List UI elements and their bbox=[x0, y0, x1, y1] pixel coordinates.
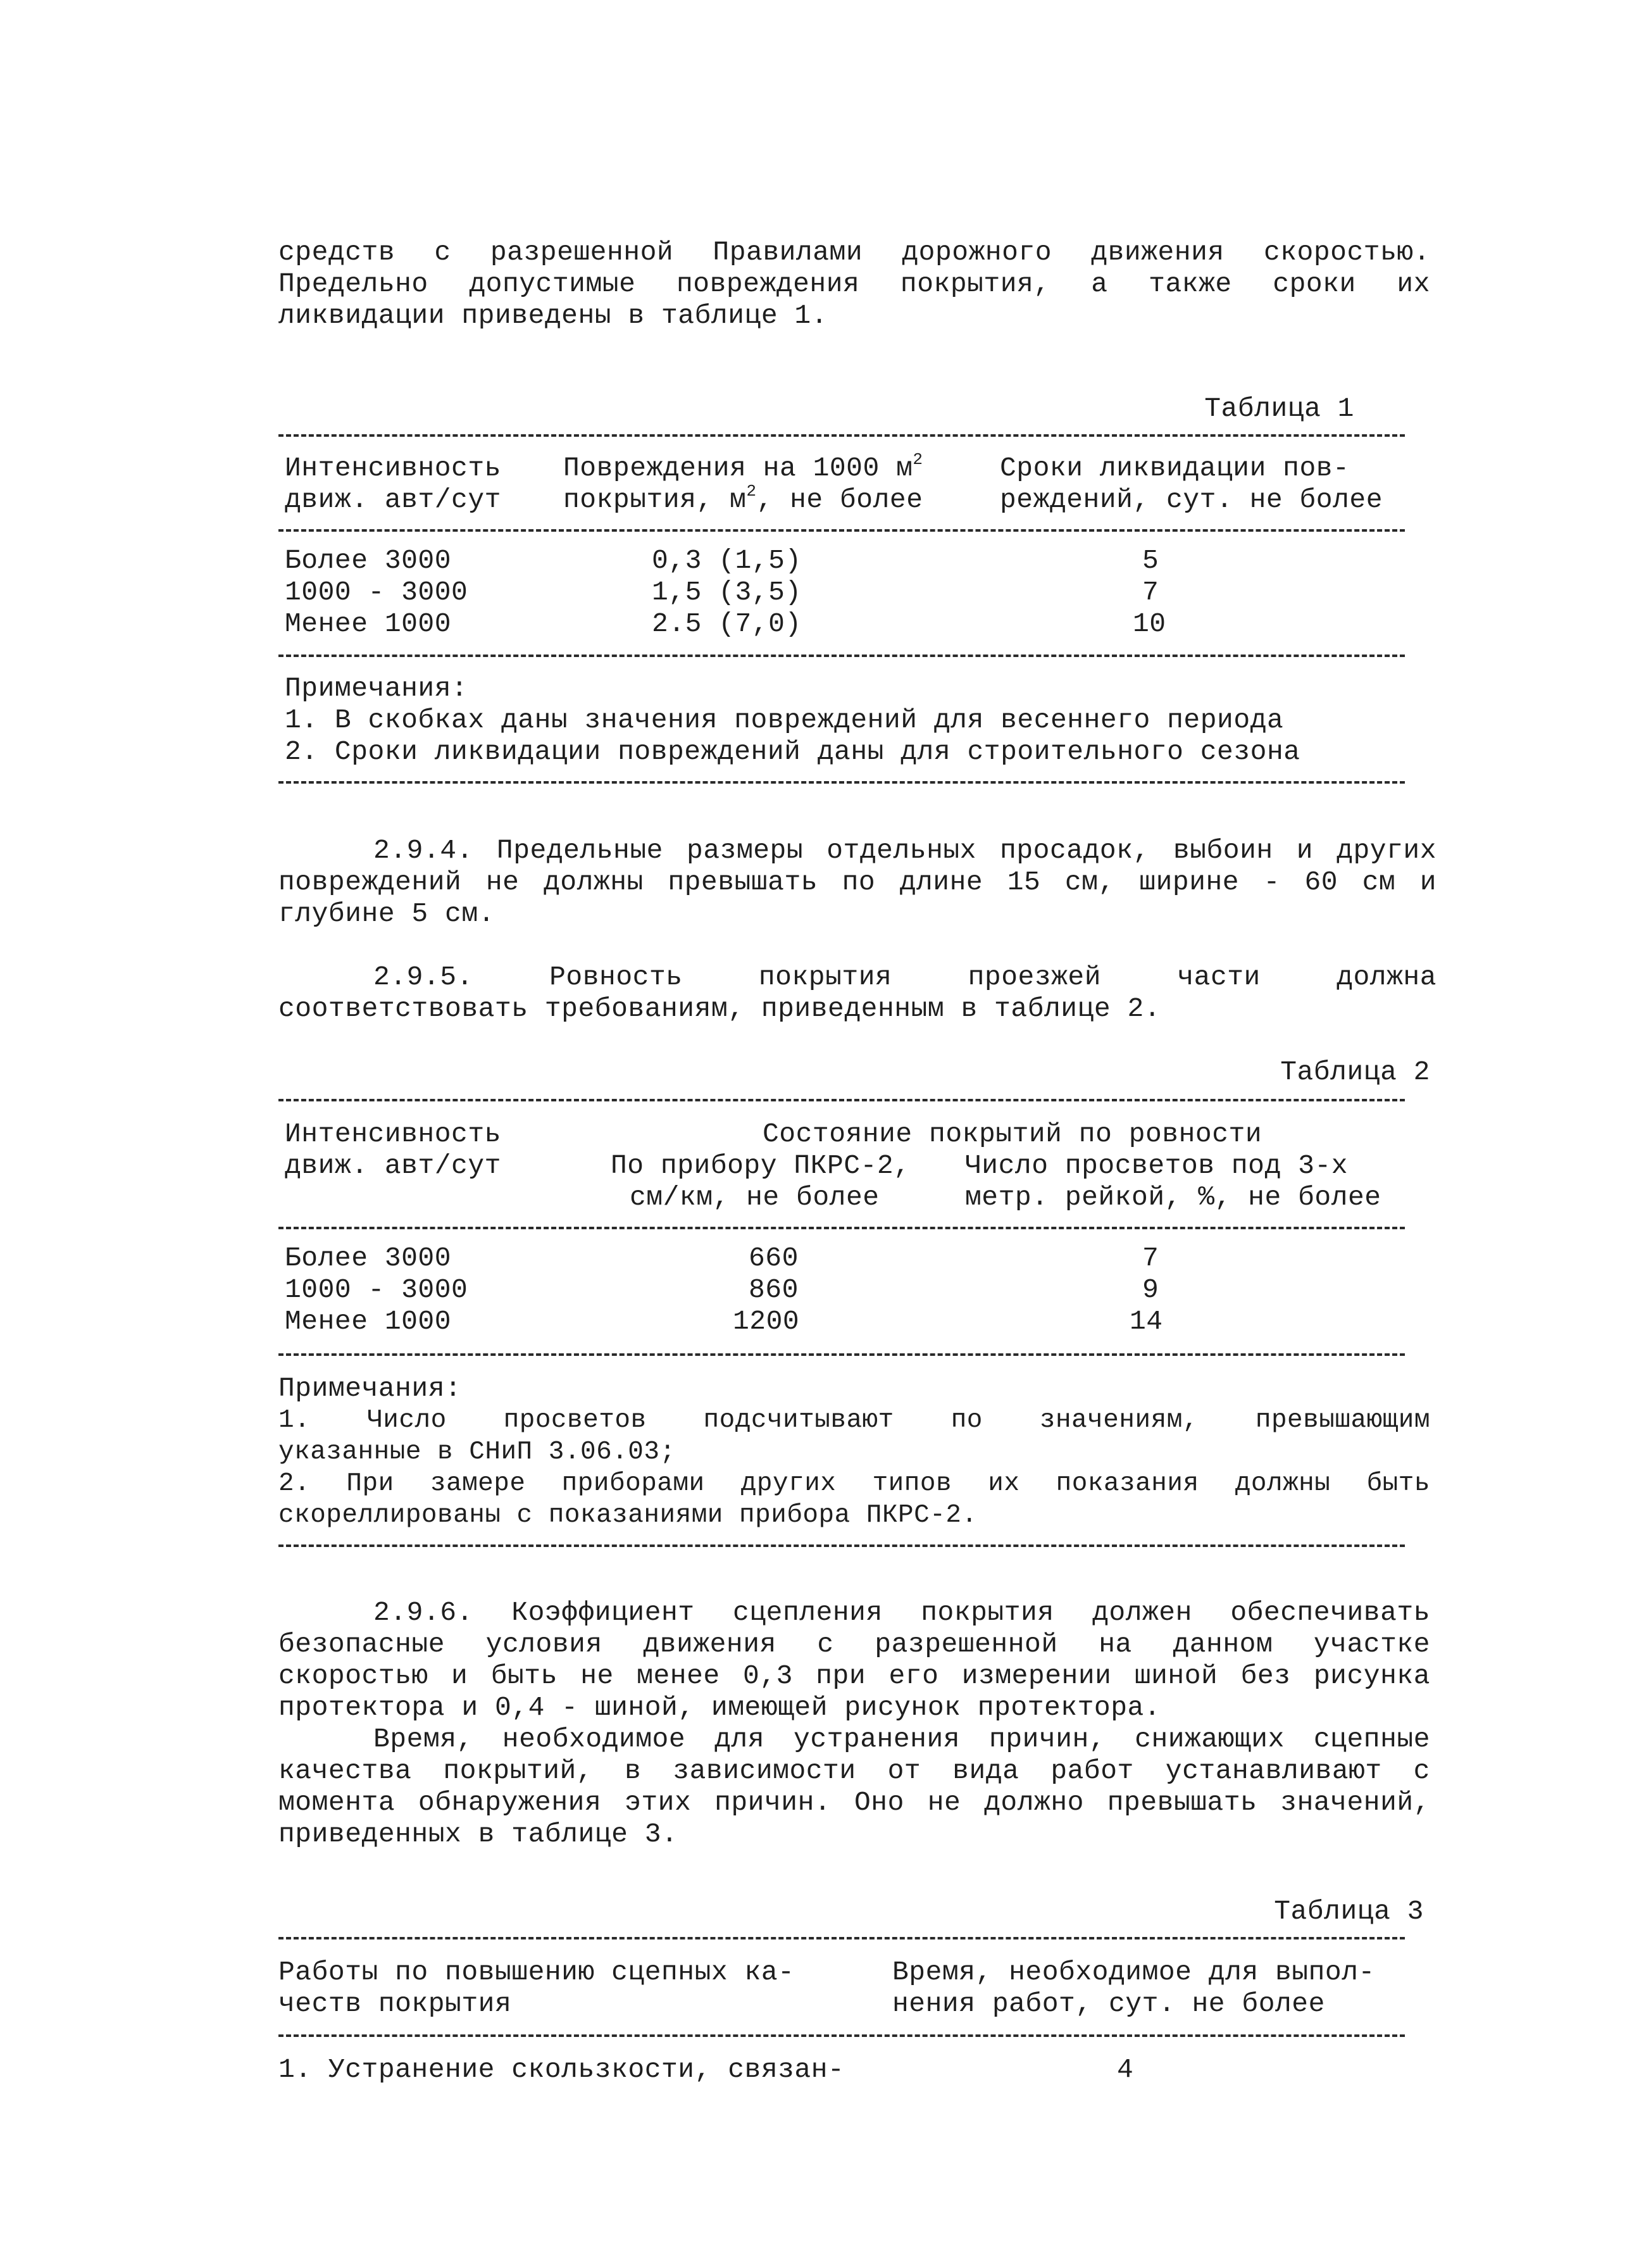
table1-cell-intensity: Менее 1000 bbox=[285, 608, 452, 639]
table2-notes-title: Примечания: bbox=[278, 1373, 462, 1404]
table2-cell-intensity: Менее 1000 bbox=[285, 1306, 452, 1337]
p296-line: безопасные условия движения с разрешенной на данном участке bbox=[278, 1629, 1430, 1660]
table1-cell-damage: 2.5 (7,0) bbox=[652, 608, 802, 639]
table3-header-work-cont: честв покрытия bbox=[278, 1988, 512, 2019]
table2-cell-gaps: 14 bbox=[1130, 1306, 1163, 1337]
p296b-line: приведенных в таблице 3. bbox=[278, 1819, 678, 1850]
table2-rule-top bbox=[278, 1099, 1405, 1101]
p295-line: 2.9.5. Ровность покрытия проезжей части должна bbox=[373, 962, 1436, 993]
table1-note: 2. Сроки ликвидации повреждений даны для строительного сезона bbox=[285, 736, 1300, 767]
p296b-line: качества покрытий, в зависимости от вида работ устанавливают с bbox=[278, 1755, 1430, 1786]
table2-note: 1. Число просветов подсчитывают по значениям, превышающим bbox=[278, 1406, 1430, 1435]
table1-cell-term: 10 bbox=[1133, 608, 1166, 639]
table3-header-time-cont: нения работ, сут. не более bbox=[892, 1988, 1325, 2019]
p294-line: глубине 5 см. bbox=[278, 898, 495, 929]
p294-line: повреждений не должны превышать по длине 15 см, ширине - 60 см и bbox=[278, 867, 1436, 898]
table2-header-pkrs-unit: см/км, не более bbox=[630, 1182, 880, 1213]
table1-header-term-unit: реждений, сут. не более bbox=[1000, 484, 1383, 515]
p294-line: 2.9.4. Предельные размеры отдельных просадок, выбоин и других bbox=[373, 835, 1436, 866]
table1-cell-term: 7 bbox=[1142, 577, 1159, 608]
table3-header-time: Время, необходимое для выпол- bbox=[892, 1957, 1375, 1988]
table2-rule-bottom bbox=[278, 1353, 1405, 1356]
table2-header-gaps-unit: метр. рейкой, %, не более bbox=[965, 1182, 1381, 1213]
table2-cell-gaps: 9 bbox=[1142, 1274, 1159, 1305]
table3-rule-top bbox=[278, 1937, 1405, 1939]
table2-note: указанные в СНиП 3.06.03; bbox=[278, 1438, 676, 1467]
p295-line: соответствовать требованиям, приведенным в таблице 2. bbox=[278, 993, 1161, 1024]
table1-caption: Таблица 1 bbox=[1204, 393, 1354, 424]
table1-header-term: Сроки ликвидации пов- bbox=[1000, 453, 1350, 484]
table2-cell-pkrs: 1200 bbox=[733, 1306, 800, 1337]
table3-header-work: Работы по повышению сцепных ка- bbox=[278, 1957, 795, 1988]
table2-rule-header bbox=[278, 1227, 1405, 1229]
table2-caption: Таблица 2 bbox=[1280, 1056, 1430, 1087]
table2-cell-pkrs: 860 bbox=[749, 1274, 799, 1305]
table1-rule-bottom bbox=[278, 655, 1405, 657]
table1-rule-header bbox=[278, 529, 1405, 532]
p296-line: протектора и 0,4 - шиной, имеющей рисунок протектора. bbox=[278, 1692, 1161, 1723]
table2-rule-notes bbox=[278, 1544, 1405, 1547]
table2-cell-intensity: Более 3000 bbox=[285, 1243, 452, 1274]
table3-cell-work: 1. Устранение скользкости, связан- bbox=[278, 2054, 845, 2085]
table2-cell-intensity: 1000 - 3000 bbox=[285, 1274, 468, 1305]
table2-header-gaps: Число просветов под 3-х bbox=[965, 1150, 1348, 1181]
table3-rule-header bbox=[278, 2034, 1405, 2037]
table1-cell-damage: 1,5 (3,5) bbox=[652, 577, 802, 608]
intro-line: Предельно допустимые повреждения покрытия, а также сроки их bbox=[278, 268, 1430, 299]
table1-notes-title: Примечания: bbox=[285, 673, 468, 704]
table1-rule-notes bbox=[278, 781, 1405, 784]
p296-line: 2.9.6. Коэффициент сцепления покрытия должен обеспечивать bbox=[373, 1597, 1430, 1628]
p296b-line: Время, необходимое для устранения причин, снижающих сцепные bbox=[373, 1724, 1430, 1755]
table1-cell-intensity: Более 3000 bbox=[285, 545, 452, 576]
table1-cell-intensity: 1000 - 3000 bbox=[285, 577, 468, 608]
table2-cell-gaps: 7 bbox=[1142, 1243, 1159, 1274]
table2-header-group: Состояние покрытий по ровности bbox=[763, 1118, 1262, 1150]
table1-cell-damage: 0,3 (1,5) bbox=[652, 545, 802, 576]
table2-header-intensity-unit: движ. авт/сут bbox=[285, 1150, 501, 1181]
table1-header-damage-unit: покрытия, $м^2$, не более bbox=[563, 482, 923, 515]
table3-caption: Таблица 3 bbox=[1274, 1896, 1424, 1927]
intro-line: ликвидации приведены в таблице 1. bbox=[278, 300, 828, 331]
table3-cell-time: 4 bbox=[1117, 2054, 1134, 2085]
table1-header-damage: Повреждения на 1000 $м^2$ bbox=[563, 450, 923, 484]
table1-header-intensity-unit: движ. авт/сут bbox=[285, 484, 501, 515]
table1-rule-top bbox=[278, 434, 1405, 437]
p296b-line: момента обнаружения этих причин. Оно не должно превышать значений, bbox=[278, 1787, 1430, 1818]
table1-note: 1. В скобках даны значения повреждений для весеннего периода bbox=[285, 705, 1284, 736]
intro-line: средств с разрешенной Правилами дорожного движения скоростью. bbox=[278, 237, 1430, 268]
table2-header-intensity: Интенсивность bbox=[285, 1118, 501, 1150]
table1-cell-term: 5 bbox=[1142, 545, 1159, 576]
table2-note: скореллированы с показаниями прибора ПКРС-2. bbox=[278, 1501, 978, 1530]
p296-line: скоростью и быть не менее 0,3 при его измерении шиной без рисунка bbox=[278, 1660, 1430, 1691]
table2-header-pkrs: По прибору ПКРС-2, bbox=[611, 1150, 911, 1181]
table2-note: 2. При замере приборами других типов их показания должны быть bbox=[278, 1469, 1430, 1498]
table1-header-intensity: Интенсивность bbox=[285, 453, 501, 484]
table2-cell-pkrs: 660 bbox=[749, 1243, 799, 1274]
